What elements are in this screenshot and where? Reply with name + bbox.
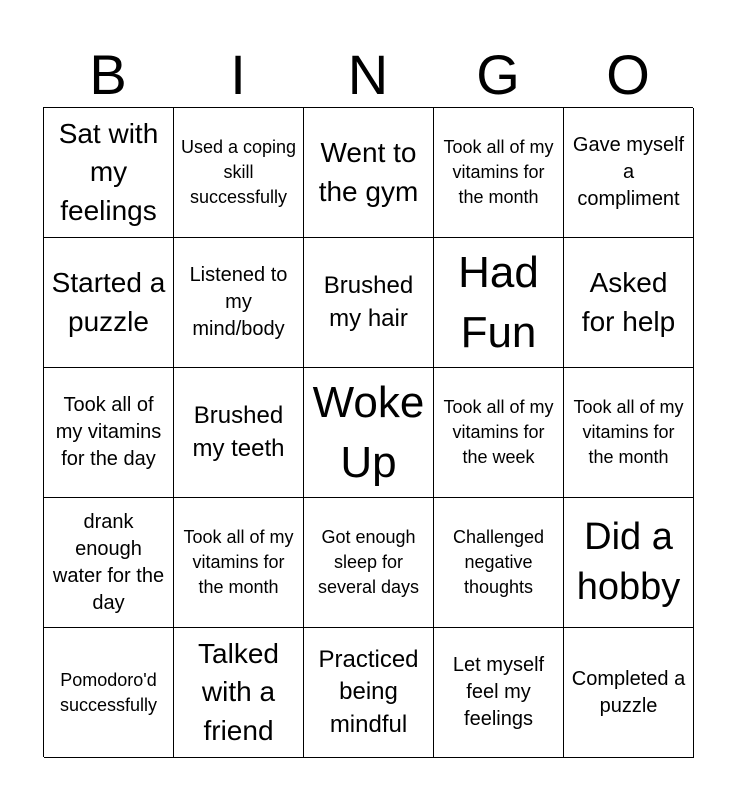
bingo-cell-r1c2[interactable] — [174, 108, 304, 238]
bingo-cell-r3c2[interactable] — [174, 368, 304, 498]
header-letter-g: G — [476, 43, 520, 106]
cell-label: Pomodoro'd successfully — [59, 669, 158, 715]
bingo-cell-r5c3[interactable] — [304, 628, 434, 758]
bingo-cell-r2c2[interactable] — [174, 238, 304, 368]
cell-label: Did a hobby — [576, 516, 681, 608]
bingo-cell-r5c4[interactable] — [434, 628, 564, 758]
bingo-cell-r3c4[interactable] — [434, 368, 564, 498]
bingo-cell-r5c2[interactable] — [174, 628, 304, 758]
cell-label: Took all of my vitamins for the week — [443, 397, 554, 467]
cell-label: Took all of my vitamins for the month — [183, 527, 294, 597]
bingo-cell-r3c1[interactable] — [44, 368, 174, 498]
cell-label: Practiced being mindful — [318, 645, 419, 738]
cell-label: Brushed my teeth — [192, 402, 285, 462]
bingo-cell-r5c1[interactable] — [44, 628, 174, 758]
bingo-cell-r1c5[interactable] — [564, 108, 694, 238]
cell-label: Had Fun — [458, 248, 539, 357]
cell-label: Talked with a friend — [198, 637, 279, 746]
bingo-cell-r4c1[interactable] — [44, 498, 174, 628]
cell-label: Went to the gym — [318, 136, 419, 207]
cell-label: Let myself feel my feelings — [452, 654, 545, 730]
bingo-cell-r3c5[interactable] — [564, 368, 694, 498]
cell-label: Brushed my hair — [323, 272, 414, 332]
bingo-cell-r1c3[interactable] — [304, 108, 434, 238]
bingo-cell-r2c3[interactable] — [304, 238, 434, 368]
bingo-cell-r2c4[interactable] — [434, 238, 564, 368]
cell-label: Used a coping skill successfully — [180, 137, 297, 207]
cell-label: Challenged negative thoughts — [452, 527, 545, 597]
header-letter-o: O — [606, 43, 650, 106]
bingo-cell-r3c3[interactable] — [304, 368, 434, 498]
cell-label: Got enough sleep for several days — [317, 527, 420, 597]
cell-label: drank enough water for the day — [52, 510, 165, 614]
cell-label: Completed a puzzle — [571, 667, 686, 717]
cell-label: Woke Up — [312, 378, 425, 487]
cell-label: Asked for help — [581, 266, 676, 337]
cell-label: Sat with my feelings — [58, 117, 159, 226]
bingo-grid — [43, 107, 693, 757]
cell-label: Started a puzzle — [51, 266, 166, 337]
cell-label: Took all of my vitamins for the month — [443, 137, 554, 207]
bingo-cell-r4c3[interactable] — [304, 498, 434, 628]
cell-label: Took all of my vitamins for the day — [55, 394, 162, 470]
header-letter-i: I — [230, 43, 246, 106]
bingo-cell-r5c5[interactable] — [564, 628, 694, 758]
bingo-cell-r2c5[interactable] — [564, 238, 694, 368]
bingo-cell-r4c4[interactable] — [434, 498, 564, 628]
header-letter-n: N — [347, 43, 389, 106]
header-letter-b: B — [89, 43, 127, 106]
cell-label: Gave myself a compliment — [572, 134, 685, 210]
cell-label: Listened to my mind/body — [189, 264, 288, 340]
bingo-cell-r4c2[interactable] — [174, 498, 304, 628]
cell-label: Took all of my vitamins for the month — [573, 397, 684, 467]
bingo-cell-r4c5[interactable] — [564, 498, 694, 628]
bingo-cell-r1c1[interactable] — [44, 108, 174, 238]
bingo-header — [43, 44, 693, 106]
bingo-cell-r2c1[interactable] — [44, 238, 174, 368]
bingo-cell-r1c4[interactable] — [434, 108, 564, 238]
